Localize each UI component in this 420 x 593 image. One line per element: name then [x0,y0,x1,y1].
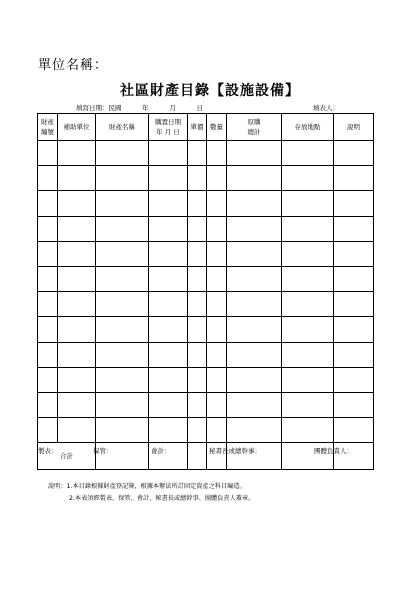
table-cell[interactable] [38,266,58,291]
table-cell[interactable] [149,266,188,291]
table-cell[interactable] [282,418,334,443]
table-cell[interactable] [96,418,149,443]
table-cell[interactable] [282,367,334,392]
table-cell[interactable] [38,392,58,417]
table-cell[interactable] [282,342,334,367]
header-purchase-date: 購置日期 年 月 日 [149,114,188,141]
table-cell[interactable] [38,418,58,443]
table-row [38,241,374,266]
table-cell[interactable] [334,392,374,417]
table-row [38,367,374,392]
table-cell[interactable] [188,141,207,166]
table-cell[interactable] [282,191,334,216]
table-cell[interactable] [282,292,334,317]
total-label: 合計 [38,443,96,470]
table-cell[interactable] [38,216,58,241]
note-line-1: 說明：1.本目錄根據財產登記簿，根據本辦法所訂固定資產之科目編造。 [48,483,246,490]
table-row [38,191,374,216]
table-cell[interactable] [188,317,207,342]
sign-secretary: 秘書長或總幹事： [209,447,261,455]
table-cell[interactable] [188,191,207,216]
table-row [38,317,374,342]
table-cell[interactable] [188,166,207,191]
table-cell[interactable] [149,292,188,317]
table-cell[interactable] [96,342,149,367]
table-cell[interactable] [96,317,149,342]
fill-date-month: 月 [169,104,176,112]
table-cell[interactable] [58,241,96,266]
table-cell[interactable] [207,216,227,241]
table-cell[interactable] [96,266,149,291]
table-cell[interactable] [58,342,96,367]
table-cell[interactable] [38,292,58,317]
table-cell[interactable] [38,166,58,191]
table-row [38,166,374,191]
header-quantity: 數量 [207,114,227,141]
table-cell[interactable] [149,241,188,266]
table-cell[interactable] [282,317,334,342]
table-cell[interactable] [227,317,282,342]
header-original-total: 原購 總計 [227,114,282,141]
table-cell[interactable] [227,418,282,443]
table-cell[interactable] [149,216,188,241]
table-cell[interactable] [188,292,207,317]
table-cell[interactable] [227,141,282,166]
header-unit-price: 單價 [188,114,207,141]
table-cell[interactable] [149,367,188,392]
table-cell[interactable] [227,392,282,417]
table-cell[interactable] [58,392,96,417]
table-cell[interactable] [38,367,58,392]
table-cell[interactable] [149,317,188,342]
table-cell[interactable] [58,191,96,216]
table-cell[interactable] [38,191,58,216]
table-cell[interactable] [188,342,207,367]
table-cell[interactable] [149,166,188,191]
table-cell[interactable] [58,141,96,166]
table-cell[interactable] [334,418,374,443]
table-cell[interactable] [334,216,374,241]
table-cell[interactable] [96,292,149,317]
table-cell[interactable] [96,191,149,216]
header-remarks: 說明 [334,114,374,141]
table-body [38,141,374,470]
header-subsidy-unit: 補助單位 [58,114,96,141]
table-row [38,292,374,317]
table-cell[interactable] [227,367,282,392]
table-cell[interactable] [58,292,96,317]
table-cell[interactable] [188,216,207,241]
table-cell[interactable] [207,418,227,443]
table-cell[interactable] [207,292,227,317]
sign-custodian: 保管： [93,447,113,455]
document-title: 社區財產目錄【設施設備】 [120,83,300,99]
sign-accountant: 會計： [151,447,171,455]
header-location: 存放地點 [282,114,334,141]
table-cell[interactable] [38,342,58,367]
table-cell[interactable] [149,342,188,367]
asset-table [37,113,374,470]
table-cell[interactable] [188,392,207,417]
table-cell[interactable] [58,317,96,342]
table-cell[interactable] [282,141,334,166]
fill-date-day: 日 [196,104,204,112]
table-cell[interactable] [282,266,334,291]
table-row [38,141,374,166]
table-cell[interactable] [227,166,282,191]
sign-org-head: 團體負責人： [314,447,353,455]
sign-preparer: 製表： [38,447,58,455]
table-cell[interactable] [188,367,207,392]
table-cell[interactable] [188,241,207,266]
header-asset-name: 財產名稱 [96,114,149,141]
table-cell[interactable] [96,166,149,191]
table-cell[interactable] [282,241,334,266]
notes-section [48,484,254,508]
fill-date [76,103,203,112]
table-cell[interactable] [334,141,374,166]
table-cell[interactable] [334,317,374,342]
table-row [38,392,374,417]
table-cell[interactable] [188,266,207,291]
signature-row [38,446,378,456]
table-header-row [38,114,374,141]
table-cell[interactable] [227,241,282,266]
table-cell[interactable] [282,392,334,417]
table-cell[interactable] [38,241,58,266]
table-cell[interactable] [58,216,96,241]
fill-info-row [38,103,373,113]
table-cell[interactable] [207,241,227,266]
table-cell[interactable] [38,141,58,166]
fill-date-label: 填寫日期：民國 [76,104,122,112]
table-cell[interactable] [207,367,227,392]
table-cell[interactable] [334,166,374,191]
table-cell[interactable] [334,292,374,317]
table-cell[interactable] [207,342,227,367]
filled-by-label: 填表人： [313,104,339,112]
table-cell[interactable] [149,191,188,216]
table-row [38,216,374,241]
table-cell[interactable] [334,191,374,216]
table-row [38,266,374,291]
table-cell[interactable] [207,392,227,417]
table-cell[interactable] [334,241,374,266]
note-line-2: 2.本表須經製表、保管、會計、秘書長或總幹事、團體負責人蓋章。 [69,495,255,503]
table-cell[interactable] [188,418,207,443]
header-asset-no: 財產 編號 [38,114,58,141]
table-cell[interactable] [96,392,149,417]
table-cell[interactable] [334,342,374,367]
table-cell[interactable] [227,342,282,367]
table-cell[interactable] [282,166,334,191]
table-cell[interactable] [58,166,96,191]
table-cell[interactable] [149,418,188,443]
table-cell[interactable] [207,191,227,216]
table-cell[interactable] [96,216,149,241]
table-cell[interactable] [149,392,188,417]
table-cell[interactable] [282,216,334,241]
table-cell[interactable] [58,418,96,443]
fill-date-year: 年 [142,104,149,112]
table-cell[interactable] [207,166,227,191]
table-cell[interactable] [227,292,282,317]
table-cell[interactable] [334,367,374,392]
table-cell[interactable] [207,141,227,166]
table-cell[interactable] [227,191,282,216]
table-cell[interactable] [207,266,227,291]
table-cell[interactable] [207,317,227,342]
table-cell[interactable] [227,216,282,241]
table-cell[interactable] [96,241,149,266]
table-cell[interactable] [227,266,282,291]
unit-name-label: 單位名稱： [38,58,109,73]
table-cell[interactable] [149,141,188,166]
table-cell[interactable] [58,367,96,392]
table-row [38,418,374,443]
table-cell[interactable] [96,141,149,166]
table-row [38,342,374,367]
table-cell[interactable] [96,367,149,392]
table-cell[interactable] [58,266,96,291]
table-cell[interactable] [334,266,374,291]
table-cell[interactable] [38,317,58,342]
